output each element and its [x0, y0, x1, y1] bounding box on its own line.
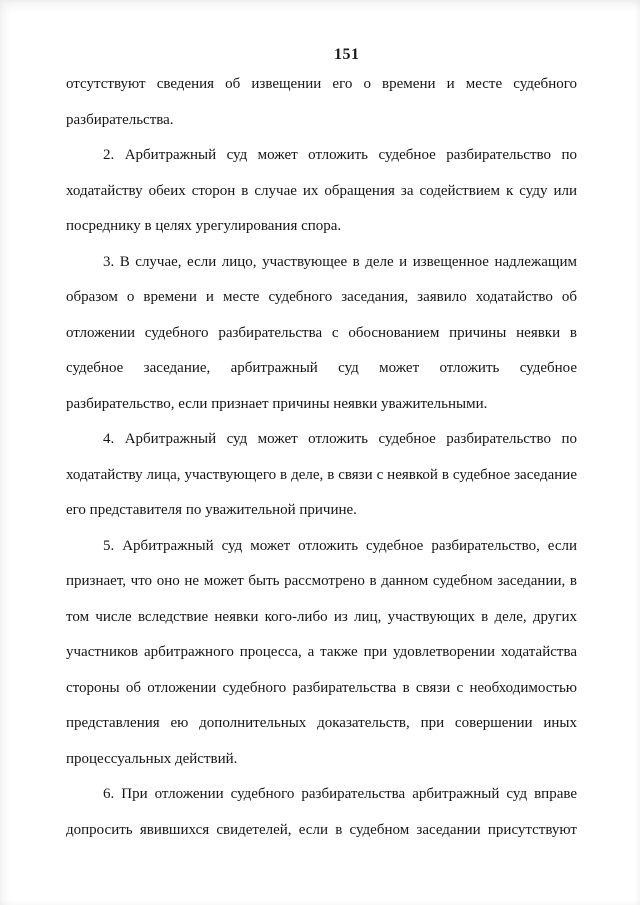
text-line-content: участников арбитражного процесса, а также при удовлетворении ходатайства	[66, 644, 577, 660]
text-line	[66, 351, 577, 387]
text-line-content: признает, что оно не может быть рассмотрено в данном судебном заседании, в	[66, 573, 577, 589]
text-line	[66, 387, 577, 423]
text-line	[66, 280, 577, 316]
text-line	[66, 529, 577, 565]
text-line	[66, 635, 577, 671]
text-line-content: ходатайству лица, участвующего в деле, в связи с неявкой в судебное заседание	[66, 466, 577, 483]
paragraph-6	[66, 777, 577, 848]
text-line-content: посреднику в целях урегулирования спора.	[66, 218, 342, 234]
text-line	[66, 245, 577, 281]
text-line	[66, 138, 577, 174]
text-line	[66, 458, 577, 494]
text-line-content: 2. Арбитражный суд может отложить судебное разбирательство по	[103, 147, 577, 163]
paragraph-5	[66, 529, 577, 778]
text-line-content: судебное заседание, арбитражный суд может отложить судебное	[66, 360, 577, 376]
text-line	[66, 103, 577, 139]
text-line-content: представления ею дополнительных доказательств, при совершении иных	[66, 715, 577, 731]
text-line-content: отсутствуют сведения об извещении его о времени и месте судебного	[66, 76, 577, 92]
text-line	[66, 209, 577, 245]
document-text-block	[66, 67, 577, 848]
text-line	[66, 422, 577, 458]
page-number: 151	[334, 46, 360, 63]
text-line-content: процессуальных действий.	[66, 750, 238, 767]
text-line-content: отложении судебного разбирательства с обоснованием причины неявки в	[66, 324, 577, 341]
text-line	[66, 493, 577, 529]
text-line	[66, 174, 577, 210]
text-line-content: том числе вследствие неявки кого-либо из лиц, участвующих в деле, других	[66, 608, 577, 625]
text-line-content: 3. В случае, если лицо, участвующее в деле и извещенное надлежащим	[103, 253, 577, 270]
text-line	[66, 564, 577, 600]
text-line	[66, 706, 577, 742]
paragraph-2	[66, 138, 577, 245]
text-line	[66, 671, 577, 707]
text-line-content: ходатайству обеих сторон в случае их обращения за содействием к суду или	[66, 182, 577, 199]
paragraph-4	[66, 422, 577, 529]
text-line	[66, 67, 577, 103]
text-line-content: 5. Арбитражный суд может отложить судебное разбирательство, если	[103, 537, 577, 554]
text-line-content: разбирательство, если признает причины неявки уважительными.	[66, 395, 488, 412]
text-line-content: разбирательства.	[66, 111, 174, 128]
paragraph-3	[66, 245, 577, 423]
text-line-content: 6. При отложении судебного разбирательства арбитражный суд вправе	[103, 786, 577, 802]
text-line-content: допросить явившихся свидетелей, если в судебном заседании присутствуют	[66, 821, 577, 838]
text-line-content: стороны об отложении судебного разбирательства в связи с необходимостью	[66, 679, 577, 696]
text-line-content: его представителя по уважительной причине.	[66, 502, 357, 518]
text-line	[66, 742, 577, 778]
text-line-content: 4. Арбитражный суд может отложить судебное разбирательство по	[103, 431, 577, 447]
text-line	[66, 813, 577, 849]
text-line-content: образом о времени и месте судебного заседания, заявило ходатайство об	[66, 289, 577, 305]
text-line	[66, 600, 577, 636]
text-line	[66, 316, 577, 352]
text-line	[66, 777, 577, 813]
paragraph-1	[66, 67, 577, 138]
